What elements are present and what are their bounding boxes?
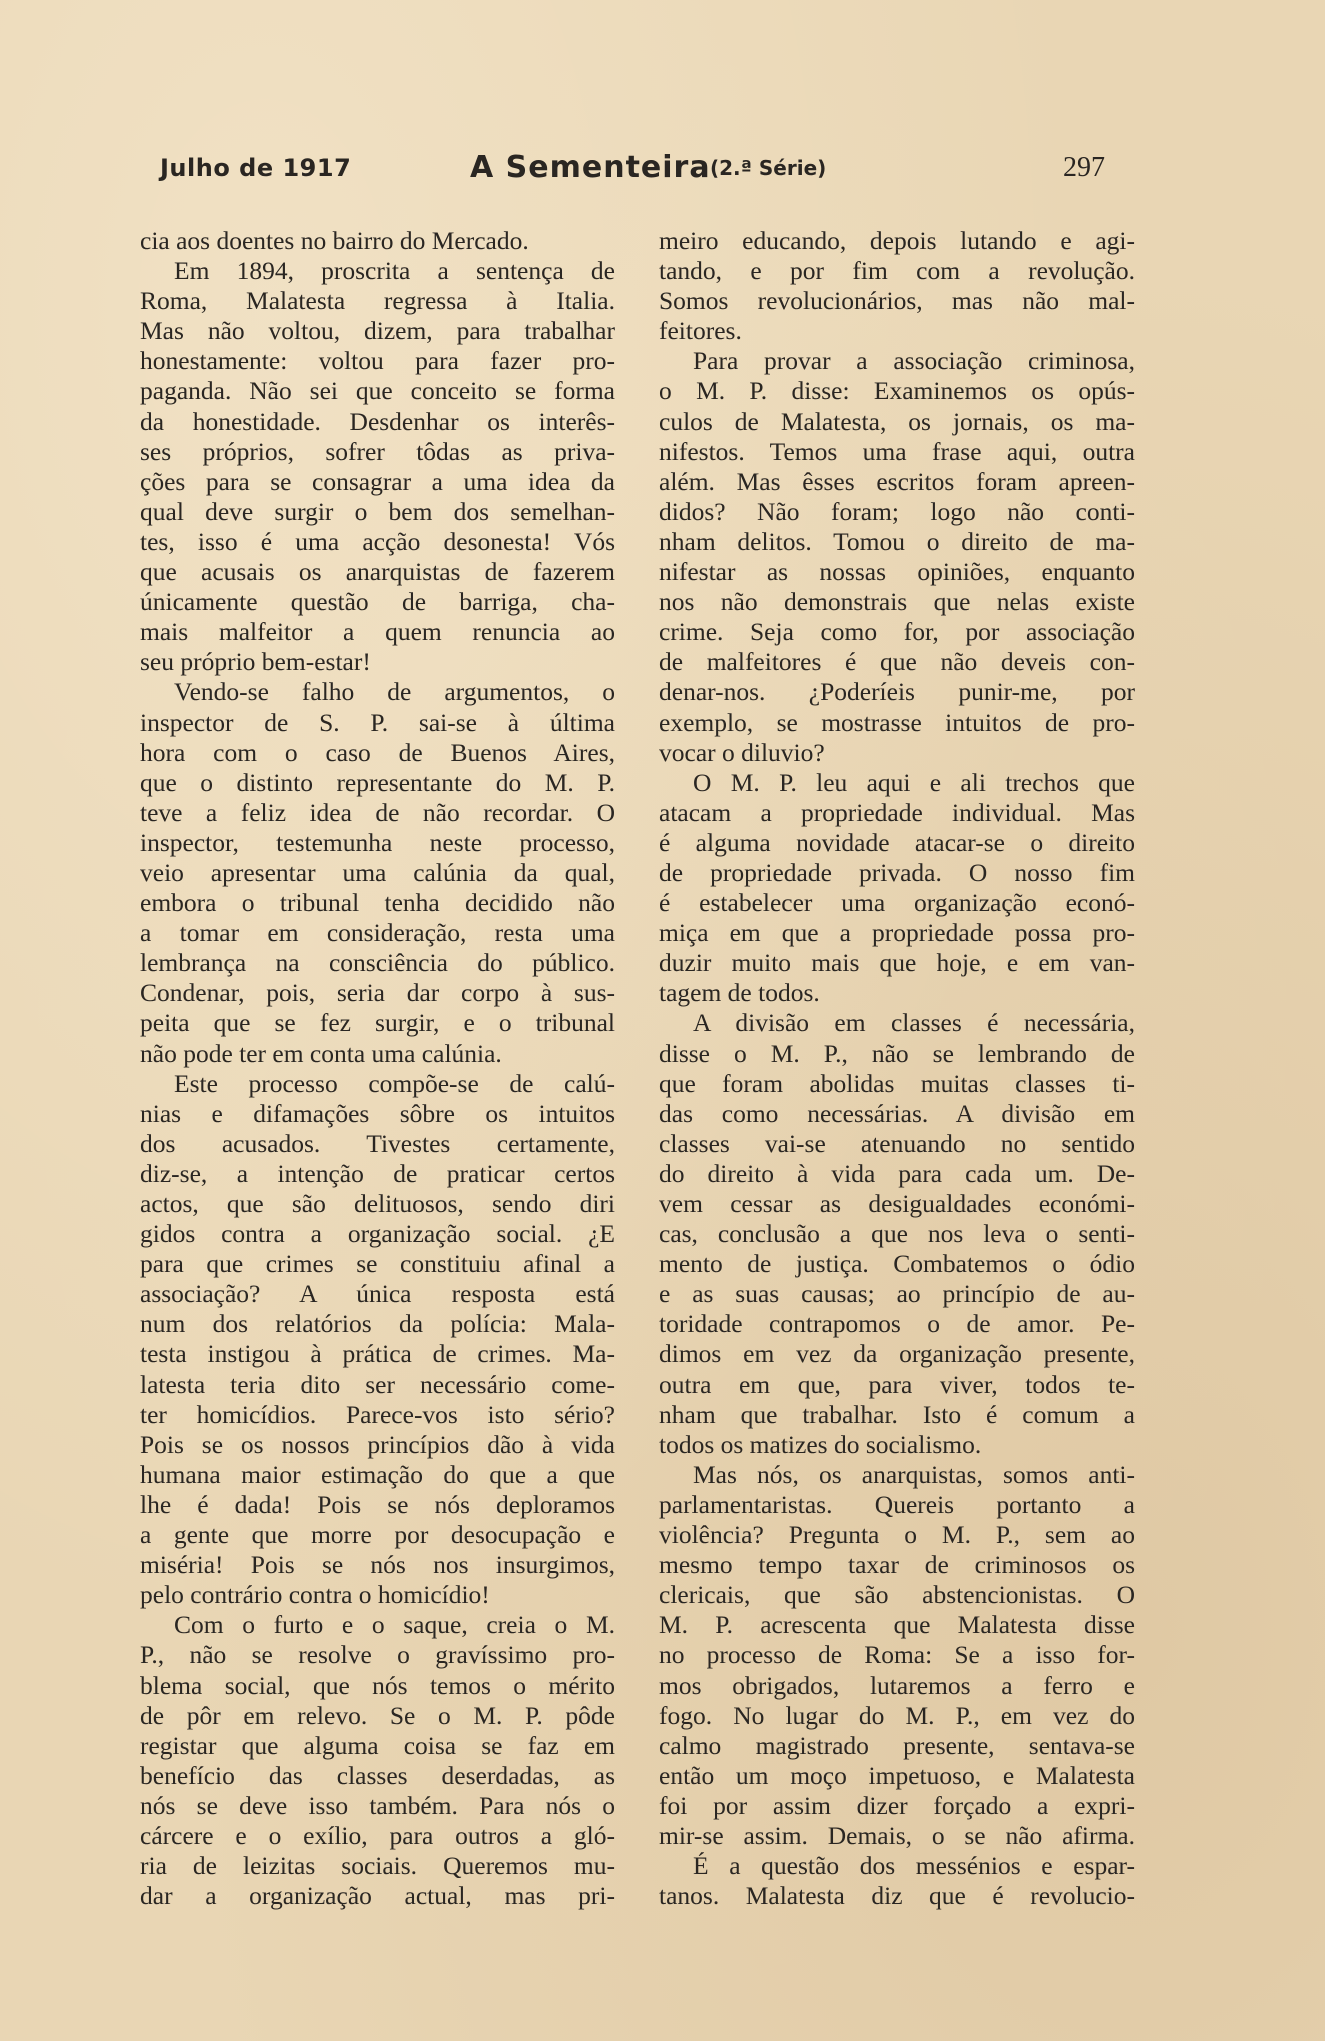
text-line: cárcere e o exílio, para outros a gló-: [140, 1820, 615, 1850]
text-line: classes vai-se atenuando no sentido: [659, 1128, 1135, 1158]
text-line: tes, isso é uma acção desonesta! Vós: [140, 526, 615, 556]
text-line: M. P. acrescenta que Malatesta disse: [659, 1610, 1135, 1640]
page-header: [160, 150, 1105, 190]
text-line: seu próprio bem-estar!: [140, 647, 371, 677]
text-line: ses próprios, sofrer tôdas as priva-: [140, 436, 615, 466]
text-line: ria de leizitas sociais. Queremos mu-: [140, 1851, 615, 1881]
text-line: gidos contra a organização social. ¿E: [140, 1219, 615, 1249]
text-line: das como necessárias. A divisão em: [659, 1098, 1135, 1128]
text-line: ter homicídios. Parece-vos isto sério?: [140, 1399, 615, 1429]
text-line: para que crimes se constituiu afinal a: [140, 1249, 615, 1279]
text-line: inspector de S. P. sai-se à última: [140, 707, 615, 737]
text-line: nifestar as nossas opiniões, enquanto: [659, 557, 1135, 587]
text-line: nós se deve isso também. Para nós o: [140, 1790, 615, 1820]
text-line: cas, conclusão a que nos leva o senti-: [659, 1219, 1135, 1249]
left-text-column: [140, 226, 615, 1911]
text-line: de propriedade privada. O nosso fim: [659, 857, 1135, 887]
series-label: (2.ª Série): [710, 156, 827, 180]
text-line: testa instigou à prática de crimes. Ma-: [140, 1339, 615, 1369]
text-line: toridade contrapomos o de amor. Pe-: [659, 1309, 1135, 1339]
text-line: a gente que morre por desocupação e: [140, 1520, 615, 1550]
text-line: de pôr em relevo. Se o M. P. pôde: [140, 1700, 615, 1730]
text-line: violência? Pregunta o M. P., sem ao: [659, 1520, 1135, 1550]
text-line: num dos relatórios da polícia: Mala-: [140, 1309, 615, 1339]
text-line: nos não demonstrais que nelas existe: [659, 587, 1135, 617]
text-line: disse o M. P., não se lembrando de: [659, 1038, 1135, 1068]
text-line: Em 1894, proscrita a sentença de: [174, 256, 615, 286]
text-line: duzir muito mais que hoje, e em van-: [659, 948, 1135, 978]
text-line: mais malfeitor a quem renuncia ao: [140, 617, 615, 647]
text-line: Mas não voltou, dizem, para trabalhar: [140, 316, 615, 346]
text-line: todos os matizes do socialismo.: [659, 1429, 982, 1459]
issue-date: Julho de 1917: [160, 154, 352, 182]
text-line: é estabelecer uma organização econó-: [659, 888, 1135, 918]
text-line: tanos. Malatesta diz que é revolucio-: [659, 1881, 1135, 1911]
text-line: culos de Malatesta, os jornais, os ma-: [659, 406, 1135, 436]
text-line: que acusais os anarquistas de fazerem: [140, 557, 615, 587]
text-line: atacam a propriedade individual. Mas: [659, 797, 1135, 827]
text-line: inspector, testemunha neste processo,: [140, 827, 615, 857]
text-line: honestamente: voltou para fazer pro-: [140, 346, 615, 376]
text-line: meiro educando, depois lutando e agi-: [659, 226, 1135, 255]
text-line: nham delitos. Tomou o direito de ma-: [659, 526, 1135, 556]
text-line: pelo contrário contra o homicídio!: [140, 1580, 490, 1610]
text-line: do direito à vida para cada um. De-: [659, 1158, 1135, 1188]
text-line: que foram abolidas muitas classes ti-: [659, 1068, 1135, 1098]
text-line: a tomar em consideração, resta uma: [140, 918, 615, 948]
text-line: lhe é dada! Pois se nós deploramos: [140, 1489, 615, 1519]
text-line: crime. Seja como for, por associação: [659, 617, 1135, 647]
text-line: da honestidade. Desdenhar os interês-: [140, 406, 615, 436]
text-line: actos, que são delituosos, sendo diri: [140, 1189, 615, 1218]
text-line: humana maior estimação do que a que: [140, 1459, 615, 1489]
text-line: P., não se resolve o gravíssimo pro-: [140, 1640, 615, 1670]
text-line: parlamentaristas. Quereis portanto a: [659, 1489, 1135, 1519]
text-line: outra em que, para viver, todos te-: [659, 1369, 1135, 1399]
text-line: Para provar a associação criminosa,: [693, 346, 1135, 376]
text-line: feitores.: [659, 316, 742, 346]
text-line: lembrança na consciência do público.: [140, 948, 615, 978]
text-line: qual deve surgir o bem dos semelhan-: [140, 496, 615, 526]
text-line: Este processo compõe-se de calú-: [174, 1068, 615, 1098]
text-line: de malfeitores é que não deveis con-: [659, 647, 1135, 677]
text-line: vocar o diluvio?: [659, 737, 825, 767]
text-line: Condenar, pois, seria dar corpo à sus-: [140, 978, 615, 1008]
text-line: nias e difamações sôbre os intuitos: [140, 1098, 615, 1128]
text-line: miça em que a propriedade possa pro-: [659, 918, 1135, 948]
text-line: É a questão dos messénios e espar-: [693, 1851, 1135, 1881]
text-line: veio apresentar uma calúnia da qual,: [140, 857, 615, 887]
text-line: mos obrigados, lutaremos a ferro e: [659, 1670, 1135, 1700]
text-line: foi por assim dizer forçado a expri-: [659, 1790, 1135, 1820]
text-line: peita que se fez surgir, e o tribunal: [140, 1008, 615, 1038]
text-line: Mas nós, os anarquistas, somos anti-: [693, 1459, 1135, 1489]
text-line: mir-se assim. Demais, o se não afirma.: [659, 1820, 1135, 1850]
text-line: paganda. Não sei que conceito se forma: [140, 376, 615, 406]
text-line: tagem de todos.: [659, 978, 820, 1008]
right-text-column: [659, 226, 1135, 1911]
text-line: cia aos doentes no bairro do Mercado.: [140, 226, 529, 255]
page-number: 297: [1063, 152, 1105, 183]
text-line: tando, e por fim com a revolução.: [659, 256, 1135, 286]
text-line: únicamente questão de barriga, cha-: [140, 587, 615, 617]
text-line: fogo. No lugar do M. P., em vez do: [659, 1700, 1135, 1730]
text-line: e as suas causas; ao princípio de au-: [659, 1279, 1135, 1309]
text-line: nifestos. Temos uma frase aqui, outra: [659, 436, 1135, 466]
text-line: A divisão em classes é necessária,: [693, 1008, 1135, 1038]
text-line: calmo magistrado presente, sentava-se: [659, 1730, 1135, 1760]
text-line: nham que trabalhar. Isto é comum a: [659, 1399, 1135, 1429]
text-line: diz-se, a intenção de praticar certos: [140, 1158, 615, 1188]
text-line: Vendo-se falho de argumentos, o: [174, 677, 615, 707]
text-line: clericais, que são abstencionistas. O: [659, 1580, 1135, 1610]
text-line: não pode ter em conta uma calúnia.: [140, 1038, 502, 1068]
text-line: exemplo, se mostrasse intuitos de pro-: [659, 707, 1135, 737]
text-line: Somos revolucionários, mas não mal-: [659, 286, 1135, 316]
text-line: ções para se consagrar a uma idea da: [140, 466, 615, 496]
text-line: Com o furto e o saque, creia o M.: [174, 1610, 615, 1640]
text-line: dos acusados. Tivestes certamente,: [140, 1128, 615, 1158]
text-line: teve a feliz idea de não recordar. O: [140, 797, 615, 827]
text-line: Roma, Malatesta regressa à Italia.: [140, 286, 615, 316]
text-line: benefício das classes deserdadas, as: [140, 1760, 615, 1790]
text-line: no processo de Roma: Se a isso for-: [659, 1640, 1135, 1670]
text-line: dimos em vez da organização presente,: [659, 1339, 1135, 1369]
text-line: Pois se os nossos princípios dão à vida: [140, 1429, 615, 1459]
text-line: mesmo tempo taxar de criminosos os: [659, 1550, 1135, 1580]
text-line: registar que alguma coisa se faz em: [140, 1730, 615, 1760]
text-line: vem cessar as desigualdades económi-: [659, 1189, 1135, 1218]
text-line: que o distinto representante do M. P.: [140, 767, 615, 797]
text-line: além. Mas êsses escritos foram apreen-: [659, 466, 1135, 496]
text-line: então um moço impetuoso, e Malatesta: [659, 1760, 1135, 1790]
text-line: dar a organização actual, mas pri-: [140, 1881, 615, 1911]
text-line: O M. P. leu aqui e ali trechos que: [693, 767, 1135, 797]
text-line: embora o tribunal tenha decidido não: [140, 888, 615, 918]
text-line: denar-nos. ¿Poderíeis punir-me, por: [659, 677, 1135, 707]
text-line: o M. P. disse: Examinemos os opús-: [659, 376, 1135, 406]
text-line: miséria! Pois se nós nos insurgimos,: [140, 1550, 615, 1580]
text-line: blema social, que nós temos o mérito: [140, 1670, 615, 1700]
text-line: mento de justiça. Combatemos o ódio: [659, 1249, 1135, 1279]
text-line: didos? Não foram; logo não conti-: [659, 496, 1135, 526]
text-line: associação? A única resposta está: [140, 1279, 615, 1309]
text-line: latesta teria dito ser necessário come-: [140, 1369, 615, 1399]
publication-title: A Sementeira: [470, 150, 711, 185]
text-line: hora com o caso de Buenos Aires,: [140, 737, 615, 767]
text-line: é alguma novidade atacar-se o direito: [659, 827, 1135, 857]
